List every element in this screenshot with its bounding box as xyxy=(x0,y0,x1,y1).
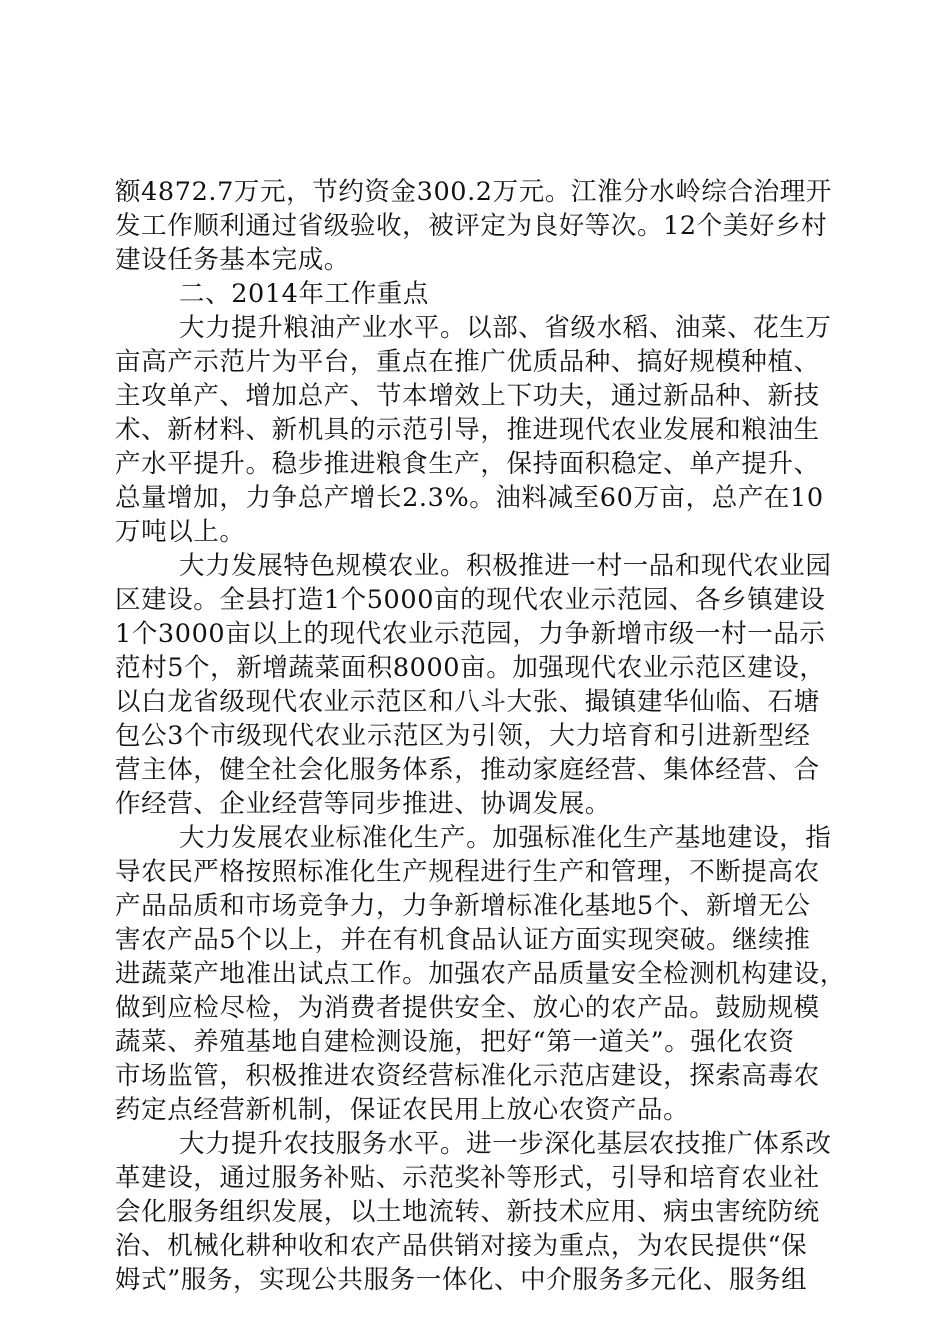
text-line: 进蔬菜产地准出试点工作。加强农产品质量安全检测机构建设， xyxy=(115,959,846,989)
text-line: 做到应检尽检，为消费者提供安全、放心的农产品。鼓励规模 xyxy=(115,993,820,1023)
text-line: 范村5个，新增蔬菜面积8000亩。加强现代农业示范区建设， xyxy=(115,653,826,683)
text-line: 市场监管，积极推进农资经营标准化示范店建设，探索高毒农 xyxy=(115,1061,820,1091)
text-line: 发工作顺利通过省级验收，被评定为良好等次。12个美好乡村 xyxy=(115,211,828,241)
text-line: 大力发展特色规模农业。积极推进一村一品和现代农业园 xyxy=(179,551,832,581)
text-line: 额4872.7万元，节约资金300.2万元。江淮分水岭综合治理开 xyxy=(115,177,832,207)
text-line: 包公3个市级现代农业示范区为引领，大力培育和引进新型经 xyxy=(115,721,811,751)
text-line: 大力提升农技服务水平。进一步深化基层农技推广体系改 xyxy=(179,1129,832,1159)
text-line: 1个3000亩以上的现代农业示范园，力争新增市级一村一品示 xyxy=(115,619,826,649)
text-line: 产水平提升。稳步推进粮食生产，保持面积稳定、单产提升、 xyxy=(115,449,820,479)
text-line: 药定点经营新机制，保证农民用上放心农资产品。 xyxy=(115,1095,690,1125)
text-line: 产品品质和市场竞争力，力争新增标准化基地5个、新增无公 xyxy=(115,891,811,921)
section-heading: 二、2014年工作重点 xyxy=(179,279,429,309)
text-line: 以白龙省级现代农业示范区和八斗大张、撮镇建华仙临、石塘 xyxy=(115,687,820,717)
text-line: 作经营、企业经营等同步推进、协调发展。 xyxy=(115,789,611,819)
text-line: 术、新材料、新机具的示范引导，推进现代农业发展和粮油生 xyxy=(115,415,820,445)
text-line: 区建设。全县打造1个5000亩的现代农业示范园、各乡镇建设 xyxy=(115,585,826,615)
text-line: 姆式”服务，实现公共服务一体化、中介服务多元化、服务组 xyxy=(115,1265,808,1295)
text-line: 大力提升粮油产业水平。以部、省级水稻、油菜、花生万 xyxy=(179,313,832,343)
text-line: 亩高产示范片为平台，重点在推广优质品种、搞好规模种植、 xyxy=(115,347,820,377)
text-line: 总量增加，力争总产增长2.3%。油料减至60万亩，总产在10 xyxy=(115,483,824,513)
text-line: 害农产品5个以上，并在有机食品认证方面实现突破。继续推 xyxy=(115,925,811,955)
text-line: 导农民严格按照标准化生产规程进行生产和管理，不断提高农 xyxy=(115,857,820,887)
text-line: 革建设，通过服务补贴、示范奖补等形式，引导和培育农业社 xyxy=(115,1163,820,1193)
text-line: 主攻单产、增加总产、节本增效上下功夫，通过新品种、新技 xyxy=(115,381,820,411)
text-line: 大力发展农业标准化生产。加强标准化生产基地建设，指 xyxy=(179,823,832,853)
text-line: 建设任务基本完成。 xyxy=(115,245,350,275)
text-line: 万吨以上。 xyxy=(115,517,246,547)
text-line: 治、机械化耕种收和农产品供销对接为重点，为农民提供“保 xyxy=(115,1231,808,1261)
text-line: 会化服务组织发展，以土地流转、新技术应用、病虫害统防统 xyxy=(115,1197,820,1227)
text-line: 蔬菜、养殖基地自建检测设施，把好“第一道关”。强化农资 xyxy=(115,1027,795,1057)
text-line: 营主体，健全社会化服务体系，推动家庭经营、集体经营、合 xyxy=(115,755,820,785)
